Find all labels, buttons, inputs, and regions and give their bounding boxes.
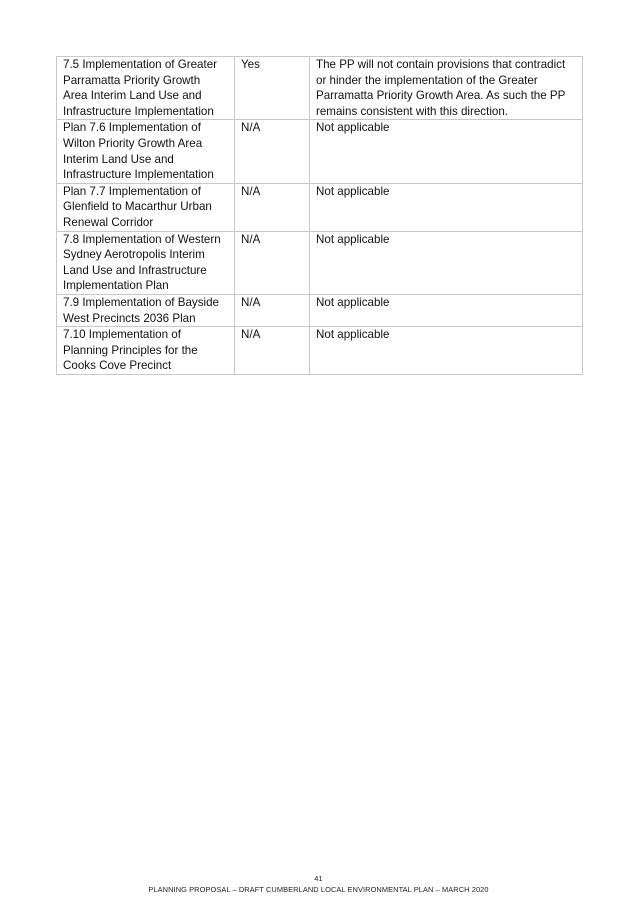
consistency-cell: N/A — [235, 231, 310, 294]
comment-cell: Not applicable — [310, 120, 583, 183]
comment-cell: Not applicable — [310, 231, 583, 294]
table-row — [57, 327, 583, 375]
footer-document-title: PLANNING PROPOSAL – DRAFT CUMBERLAND LOCAL ENVIRONMENTAL PLAN – MARCH 2020 — [148, 885, 489, 894]
table-row — [57, 120, 583, 183]
comment-cell: The PP will not contain provisions that contradict or hinder the implementation of the Greater Parramatta Priority Growth Area. As such the PP remains consistent with this direction. — [310, 57, 583, 120]
direction-cell: 7.8 Implementation of Western Sydney Aerotropolis Interim Land Use and Infrastructure Implementation Plan — [57, 231, 235, 294]
consistency-cell: N/A — [235, 120, 310, 183]
direction-cell: 7.5 Implementation of Greater Parramatta Priority Growth Area Interim Land Use and Infrastructure Implementation — [57, 57, 235, 120]
table-row — [57, 294, 583, 326]
table-row — [57, 57, 583, 120]
consistency-cell: N/A — [235, 294, 310, 326]
comment-cell: Not applicable — [310, 183, 583, 231]
comment-cell: Not applicable — [310, 294, 583, 326]
consistency-cell: Yes — [235, 57, 310, 120]
comment-cell: Not applicable — [310, 327, 583, 375]
page-number: 41 — [314, 874, 323, 883]
consistency-cell: N/A — [235, 327, 310, 375]
table-row — [57, 183, 583, 231]
direction-cell: 7.9 Implementation of Bayside West Precincts 2036 Plan — [57, 294, 235, 326]
table-row — [57, 231, 583, 294]
direction-cell: 7.10 Implementation of Planning Principles for the Cooks Cove Precinct — [57, 327, 235, 375]
direction-cell: Plan 7.6 Implementation of Wilton Priority Growth Area Interim Land Use and Infrastructure Implementation — [57, 120, 235, 183]
ministerial-directions-table — [56, 56, 583, 375]
consistency-cell: N/A — [235, 183, 310, 231]
direction-cell: Plan 7.7 Implementation of Glenfield to Macarthur Urban Renewal Corridor — [57, 183, 235, 231]
